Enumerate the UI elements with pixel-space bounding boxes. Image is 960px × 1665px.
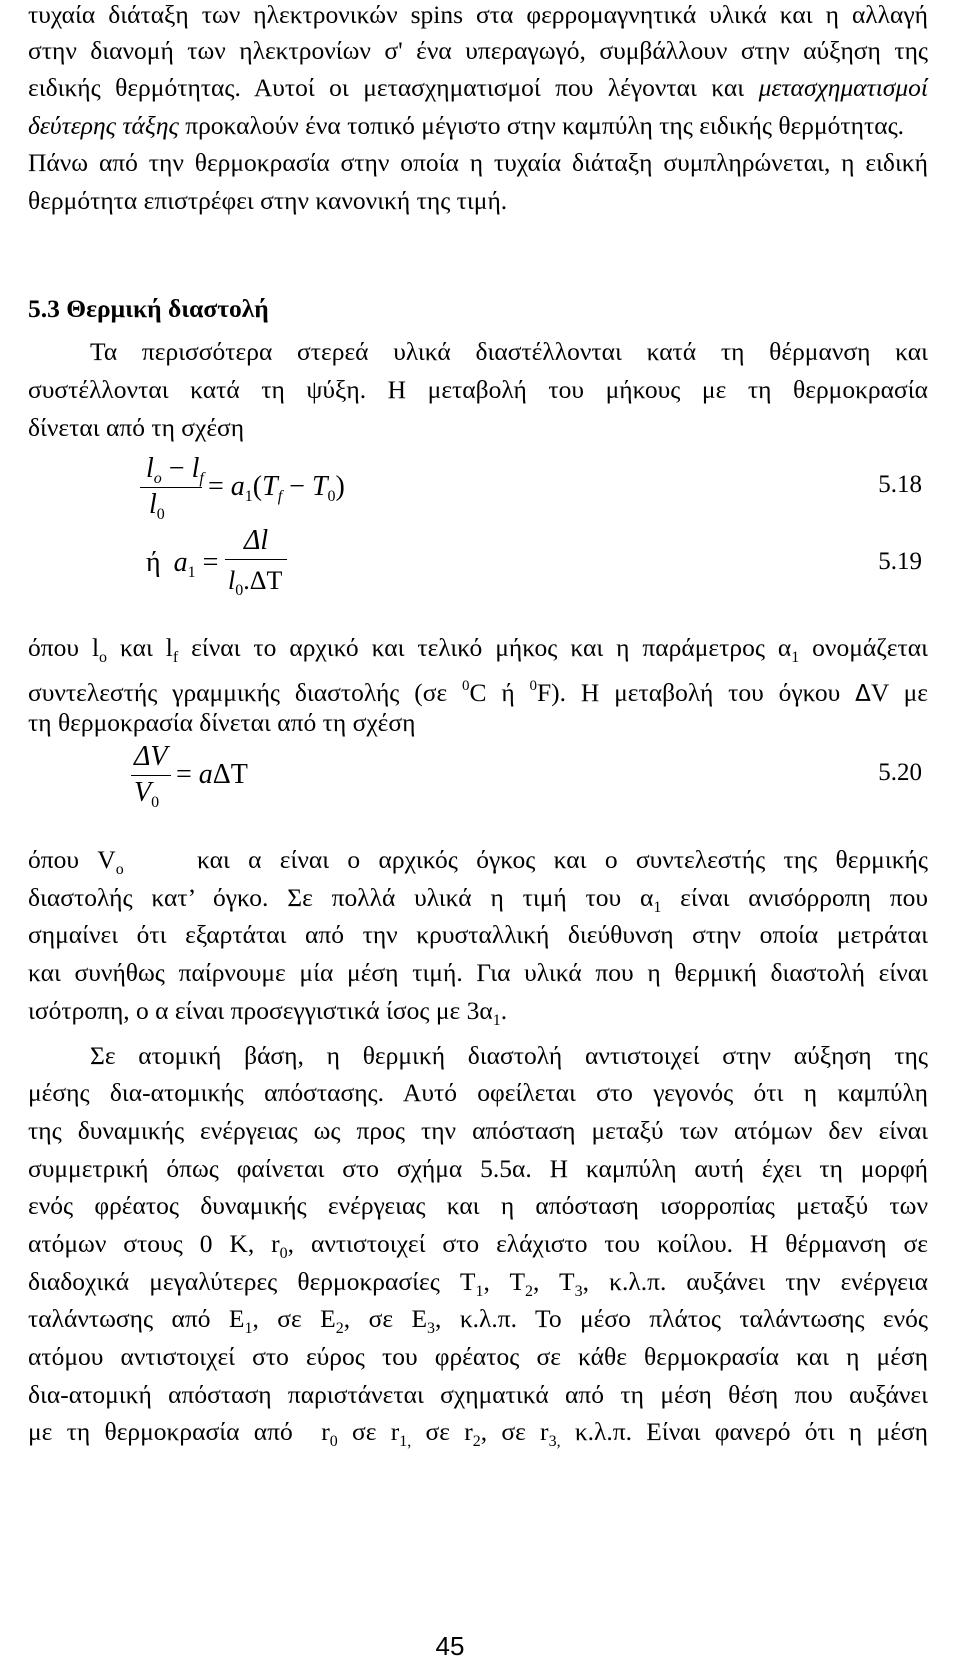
text-span: ειδικής θερμότητας. Αυτοί οι μετασχηματισμοί που λέγονται και (28, 73, 759, 102)
text-span: ατόμων στους 0 K, r (28, 1229, 280, 1258)
text-line: τη θερμοκρασία δίνεται από τη σχέση (28, 708, 416, 737)
text-span: , T (483, 1267, 526, 1296)
text-line: συμμετρική όπως φαίνεται στο σχήμα 5.5α. Η καμπύλη αυτή έχει τη μορφή (28, 1154, 928, 1183)
equation-number: 5.20 (878, 759, 922, 786)
text-line: συστέλλονται κατά τη ψύξη. Η μεταβολή του μήκους με τη θερμοκρασία (28, 375, 928, 404)
fraction-bar (140, 487, 202, 488)
text-span: ισότροπη, ο α είναι προσεγγιστικά ίσος με 3α (28, 996, 493, 1025)
text-span: F). Η μεταβολή του όγκου (537, 678, 856, 707)
text-line (28, 883, 928, 923)
eq-rhs (208, 472, 345, 512)
text-line: της δυναμικής ενέργειας ως προς την απόσταση μεταξύ των ατόμων δεν είναι (28, 1116, 928, 1145)
text-span: C ή (469, 678, 530, 707)
text-span: , T (533, 1267, 575, 1296)
subscript: o (99, 649, 108, 666)
text-span: συντελεστής γραμμικής διαστολής (σε (28, 678, 462, 707)
text-line: Τα περισσότερα στερεά υλικά διαστέλλονται κατά τη θέρμανση και (90, 337, 928, 366)
text-line (28, 1229, 928, 1269)
delta-symbol: Δ (855, 681, 871, 707)
text-line: μέσης δια-ατομικής απόστασης. Αυτό οφείλεται στο γεγονός ότι η καμπύλη (28, 1078, 928, 1107)
subscript: o (153, 470, 162, 487)
symbol: T (311, 471, 328, 502)
symbol: ή (146, 547, 161, 578)
symbol: = (202, 547, 219, 578)
symbol: a (230, 471, 245, 502)
symbol: l (146, 453, 154, 484)
equation-number: 5.19 (878, 548, 922, 575)
text-span: , σε r (480, 1417, 549, 1446)
eq-denominator (149, 490, 165, 530)
text-line: δια-ατομική απόσταση παριστάνεται σχηματικά από τη μέση θέση που αυξάνει (28, 1380, 928, 1409)
text-line (28, 73, 928, 103)
eq-lhs (146, 548, 218, 588)
subscript: 1 (475, 1283, 484, 1300)
text-line (28, 671, 928, 709)
symbol: l (228, 566, 236, 595)
subscript: 3 (427, 1320, 436, 1337)
subscript: o (115, 861, 124, 878)
subscript: 3, (548, 1433, 561, 1450)
subscript: 2 (525, 1283, 534, 1300)
text-span: όπου l (28, 633, 100, 662)
subscript: f (172, 649, 179, 666)
eq-denominator (228, 566, 282, 606)
text-span: σε r (411, 1417, 473, 1446)
subscript: 0 (329, 1433, 338, 1450)
subscript: f (277, 488, 283, 505)
subscript: 1 (492, 1012, 501, 1029)
symbol: − (289, 471, 305, 502)
subscript: 2 (472, 1433, 481, 1450)
subscript: 1 (244, 1320, 253, 1337)
text-span: ταλάντωσης από E (28, 1304, 245, 1333)
symbol: − (168, 453, 185, 484)
text-line: τυχαία διάταξη των ηλεκτρονικών spins στα φερρομαγνητικά υλικά και η αλλαγή (28, 0, 928, 29)
text-span: όπου V (28, 845, 116, 874)
text-line: θερμότητα επιστρέφει στην κανονική της τιμή. (28, 186, 508, 215)
text-span: . (500, 996, 508, 1025)
subscript: 1 (244, 488, 253, 505)
subscript: 0 (327, 488, 336, 505)
subscript: 1, (399, 1433, 412, 1450)
text-line (28, 845, 928, 885)
text-line (28, 111, 928, 141)
symbol: T (262, 471, 278, 502)
text-line: στην διανομή των ηλεκτρονίων σ' ένα υπεραγωγό, συμβάλλουν στην αύξηση της (28, 36, 928, 65)
subscript: 1 (187, 564, 196, 581)
fraction-bar (225, 559, 287, 560)
subscript: 0 (235, 582, 244, 599)
text-line (28, 996, 928, 1036)
section-heading: 5.3 Θερμική διαστολή (28, 294, 269, 323)
text-line: Σε ατομική βάση, η θερμική διαστολή αντιστοιχεί στην αύξηση της (90, 1041, 928, 1070)
text-span: με τη θερμοκρασία από r (28, 1417, 330, 1446)
text-span: V με (870, 678, 928, 707)
superscript: 0 (529, 678, 537, 694)
text-span: , σε E (343, 1304, 428, 1333)
symbol: a (198, 759, 213, 790)
symbol: ΔT (212, 759, 248, 790)
text-span: κ.λ.π. Είναι φανερό ότι η μέση (560, 1417, 928, 1446)
superscript: 0 (462, 678, 470, 694)
subscript: 2 (335, 1320, 344, 1337)
symbol: V (134, 777, 152, 808)
text-span: διαστολής κατ’ όγκο. Σε πολλά υλικά η τιμή του α (28, 883, 654, 912)
subscript: 0 (151, 794, 160, 811)
page-number: 45 (435, 1631, 465, 1661)
italic-term: δεύτερης τάξης (28, 111, 179, 140)
text-line: και συνήθως παίρνουμε μία μέση τιμή. Για υλικά που η θερμική διαστολή είναι (28, 958, 928, 987)
symbol: .ΔT (243, 566, 283, 595)
text-span: διαδοχικά μεγαλύτερες θερμοκρασίες T (28, 1267, 476, 1296)
eq-numerator: Δl (244, 525, 269, 556)
text-span: , σε E (252, 1304, 336, 1333)
eq-numerator (146, 454, 204, 494)
text-span: , αντιστοιχεί στο ελάχιστο του κοίλου. Η θέρμανση σε (287, 1229, 928, 1258)
equation-number: 5.18 (878, 471, 922, 498)
text-span: και l (107, 633, 173, 662)
subscript: f (199, 470, 204, 487)
subscript: 0 (279, 1245, 288, 1262)
text-span: ονομάζεται (799, 633, 928, 662)
text-line (28, 1267, 928, 1307)
text-span: και α είναι ο αρχικός όγκος και ο συντελεστής της θερμικής (123, 845, 928, 874)
subscript: 1 (653, 899, 662, 916)
eq-denominator (134, 778, 159, 818)
text-line (28, 1304, 928, 1344)
text-span: είναι το αρχικό και τελικό μήκος και η παράμετρος α (178, 633, 792, 662)
text-line (28, 633, 928, 673)
eq-rhs (176, 760, 248, 790)
text-span: , κ.λ.π. Το μέσο πλάτος ταλάντωσης ενός (435, 1304, 929, 1333)
symbol: = (208, 471, 224, 502)
symbol: l (149, 489, 157, 520)
text-span: , κ.λ.π. αυξάνει την ενέργεια (582, 1267, 929, 1296)
subscript: 0 (156, 506, 165, 523)
italic-term: μετασχηματισμοί (758, 73, 928, 102)
subscript: 1 (791, 649, 800, 666)
text-line: δίνεται από τη σχέση (28, 413, 245, 442)
subscript: 3 (574, 1283, 583, 1300)
text-line: Πάνω από την θερμοκρασία στην οποία η τυχαία διάταξη συμπληρώνεται, η ειδική (28, 148, 928, 177)
eq-numerator: ΔV (134, 741, 168, 772)
text-span: είναι ανισόρροπη που (661, 883, 928, 912)
text-line (28, 1417, 928, 1457)
symbol: ) (335, 471, 345, 502)
text-span: σε r (337, 1417, 400, 1446)
fraction-bar (131, 775, 171, 776)
text-line: ενός φρέατος δυναμικής ενέργειας και η απόσταση ισορροπίας μεταξύ των (28, 1191, 928, 1220)
symbol: l (191, 453, 200, 484)
symbol: = (176, 759, 192, 790)
text-line: σημαίνει ότι εξαρτάται από την κρυσταλλική διεύθυνση στην οποία μετράται (28, 920, 928, 949)
text-line: ατόμου αντιστοιχεί στο εύρος του φρέατος σε κάθε θερμοκρασία και η μέση (28, 1342, 928, 1371)
symbol: a (173, 547, 188, 578)
symbol: ( (252, 471, 263, 502)
text-span: προκαλούν ένα τοπικό μέγιστο στην καμπύλη της ειδικής θερμότητας. (178, 111, 905, 140)
